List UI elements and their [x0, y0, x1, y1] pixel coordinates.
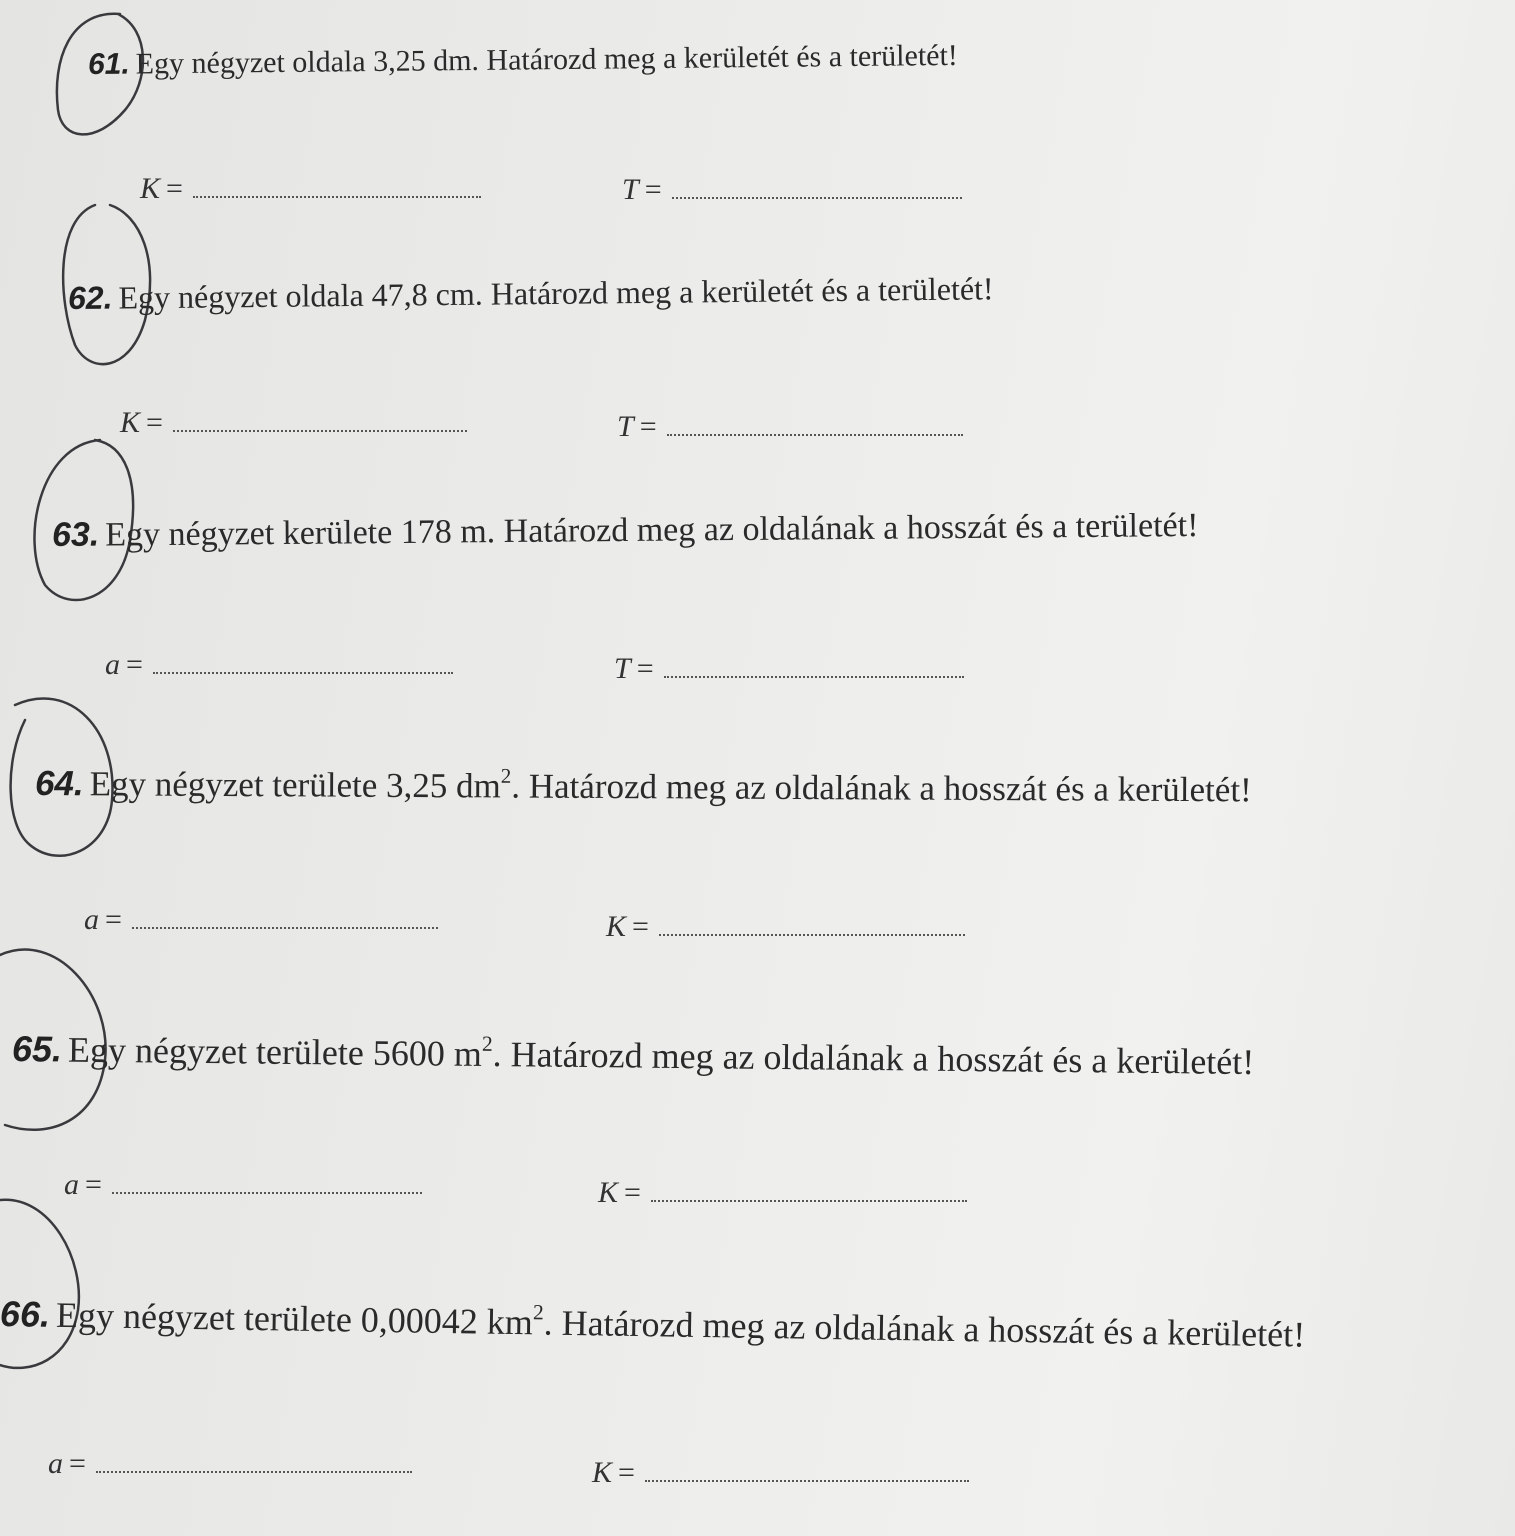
- answer-line[interactable]: [132, 923, 438, 929]
- task-text: Egy négyzet oldala 47,8 cm. Határozd meg a kerületét és a területét!: [118, 270, 994, 316]
- task-number: 62.: [67, 279, 113, 316]
- task-63: [52, 506, 1199, 555]
- answer-66-k: K =: [592, 1456, 969, 1490]
- answer-line[interactable]: [645, 1476, 969, 1482]
- task-64: [35, 764, 1252, 810]
- unit-exponent: 2: [532, 1300, 544, 1325]
- answer-61-k: K =: [140, 172, 481, 206]
- answer-64-k: K =: [606, 910, 965, 944]
- answer-line[interactable]: [672, 193, 962, 199]
- unit-exponent: 2: [500, 763, 512, 788]
- answer-62-t: T =: [617, 410, 963, 444]
- task-text: Egy négyzet területe 5600 m: [67, 1029, 483, 1074]
- answer-line[interactable]: [112, 1188, 422, 1194]
- task-number: 65.: [11, 1028, 63, 1070]
- answer-64-a: a =: [84, 903, 438, 937]
- answer-61-t: T =: [622, 173, 962, 207]
- answer-line[interactable]: [667, 430, 963, 436]
- answer-line[interactable]: [96, 1467, 412, 1473]
- answer-63-a: a =: [105, 648, 453, 682]
- task-number: 66.: [0, 1293, 51, 1335]
- answer-line[interactable]: [651, 1196, 967, 1202]
- answer-66-a: a =: [48, 1447, 412, 1481]
- task-text: Egy négyzet területe 0,00042 km: [55, 1294, 534, 1343]
- task-text: Egy négyzet oldala 3,25 dm. Határozd meg a kerületét és a területét!: [135, 38, 959, 81]
- task-text-rest: . Határozd meg az oldalának a hosszát és a kerületét!: [492, 1034, 1255, 1083]
- task-number: 61.: [87, 47, 130, 81]
- task-text: Egy négyzet területe 3,25 dm: [89, 764, 501, 806]
- unit-exponent: 2: [481, 1031, 493, 1056]
- answer-line[interactable]: [153, 668, 453, 674]
- task-text-rest: . Határozd meg az oldalának a hosszát és a kerületét!: [543, 1302, 1306, 1355]
- task-62: [68, 270, 994, 317]
- task-66: [0, 1293, 1306, 1355]
- answer-63-t: T =: [614, 652, 964, 686]
- answer-line[interactable]: [659, 930, 965, 936]
- answer-62-k: K =: [120, 406, 467, 440]
- task-61: [88, 39, 958, 82]
- answer-line[interactable]: [193, 192, 481, 198]
- task-text-rest: . Határozd meg az oldalának a hosszát és a kerületét!: [511, 766, 1252, 810]
- answer-65-a: a =: [64, 1168, 422, 1202]
- task-text: Egy négyzet kerülete 178 m. Határozd meg az oldalának a hosszát és a területét!: [105, 506, 1199, 554]
- answer-line[interactable]: [664, 672, 964, 678]
- task-number: 64.: [34, 764, 84, 804]
- pen-circle-66: [0, 1200, 79, 1368]
- task-65: [12, 1028, 1255, 1083]
- task-number: 63.: [51, 515, 100, 554]
- answer-65-k: K =: [598, 1176, 967, 1210]
- answer-line[interactable]: [173, 426, 467, 432]
